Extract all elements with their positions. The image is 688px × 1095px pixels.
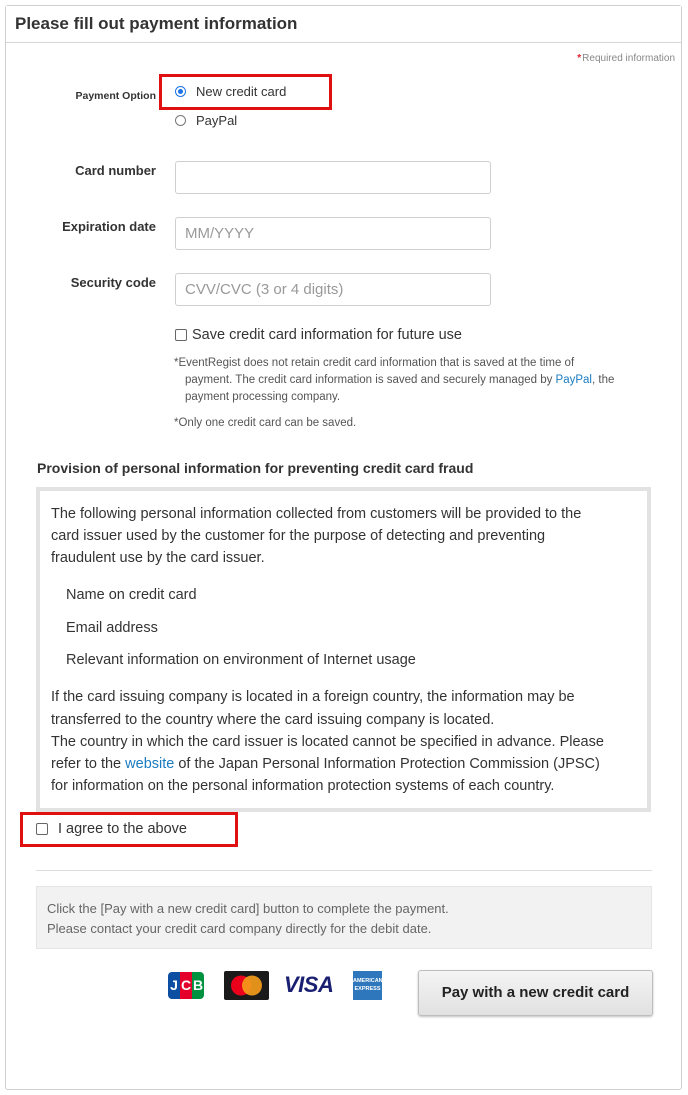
jcb-letter: B	[192, 972, 204, 999]
save-card-row[interactable]	[175, 327, 462, 343]
pay-with-new-credit-card-button[interactable]: Pay with a new credit card	[418, 970, 653, 1016]
save-card-label: Save credit card information for future use	[192, 327, 462, 343]
save-card-note-line3: payment processing company.	[185, 391, 341, 403]
page-title: Please fill out payment information	[15, 14, 298, 33]
save-card-checkbox[interactable]	[175, 329, 187, 341]
jcb-logo-icon	[168, 972, 204, 999]
visa-logo-icon: VISA	[284, 972, 334, 997]
notice-item: Relevant information on environment of Internet usage	[66, 652, 416, 668]
note-text: , the	[591, 374, 615, 386]
only-one-card-note: *Only one credit card can be saved.	[174, 417, 357, 429]
info-line: Click the [Pay with a new credit card] button to complete the payment.	[47, 901, 449, 916]
notice-intro-line: fraudulent use by the card issuer.	[51, 550, 265, 566]
mastercard-circles-icon	[224, 971, 269, 1000]
radio-new-credit-card[interactable]	[175, 84, 286, 99]
notice-item: Name on credit card	[66, 587, 197, 603]
expiration-date-input[interactable]	[175, 217, 491, 250]
card-number-input[interactable]	[175, 161, 491, 194]
agree-label: I agree to the above	[58, 821, 187, 837]
info-line: Please contact your credit card company directly for the debit date.	[47, 921, 432, 936]
expiration-date-label: Expiration date	[62, 219, 156, 234]
notice-refer-line	[51, 753, 600, 775]
website-link[interactable]: website	[125, 756, 175, 772]
notice-text: refer to the	[51, 756, 126, 772]
notice-last-line: for information on the personal information protection systems of each country.	[51, 778, 555, 794]
divider	[36, 870, 652, 871]
security-code-label: Security code	[70, 275, 156, 290]
amex-text: AMERICAN	[353, 978, 383, 984]
jcb-letter: C	[180, 972, 192, 999]
fraud-section-title: Provision of personal information for preventing credit card fraud	[37, 460, 474, 476]
radio-unselected-icon[interactable]	[175, 115, 186, 126]
paypal-link[interactable]: PayPal	[555, 374, 592, 386]
required-note	[577, 53, 675, 64]
notice-foreign-line: If the card issuing company is located in a foreign country, the information may be	[51, 689, 575, 705]
radio-paypal[interactable]	[175, 113, 237, 128]
save-card-note-line1: *EventRegist does not retain credit card information that is saved at the time of	[174, 357, 575, 369]
agree-row[interactable]	[36, 821, 187, 837]
notice-intro-line: The following personal information collected from customers will be provided to the	[51, 506, 582, 522]
fraud-notice-box	[36, 487, 651, 812]
required-star-icon: *	[577, 53, 582, 64]
card-number-label: Card number	[75, 163, 156, 178]
amex-text: EXPRESS	[354, 986, 381, 992]
radio-selected-icon[interactable]	[175, 86, 186, 97]
notice-text: of the Japan Personal Information Protection Commission (JPSC)	[174, 756, 600, 772]
radio-label-new-credit-card: New credit card	[196, 84, 287, 99]
save-card-note-line2	[185, 372, 614, 389]
note-text: payment. The credit card information is saved and securely managed by	[185, 374, 556, 386]
payment-option-label: Payment Option	[75, 90, 156, 102]
notice-item: Email address	[66, 620, 158, 636]
payment-info-box	[36, 886, 652, 949]
agree-checkbox[interactable]	[36, 823, 48, 835]
notice-foreign-line: The country in which the card issuer is located cannot be specified in advance. Please	[51, 734, 604, 750]
jcb-letter: J	[168, 972, 180, 999]
notice-intro-line: card issuer used by the customer for the purpose of detecting and preventing	[51, 528, 546, 544]
payment-panel	[5, 5, 682, 1090]
notice-foreign-line: transferred to the country where the card issuing company is located.	[51, 712, 495, 728]
security-code-input[interactable]	[175, 273, 491, 306]
radio-label-paypal: PayPal	[196, 113, 238, 128]
mastercard-logo-icon	[224, 971, 269, 1000]
amex-logo-icon	[353, 971, 382, 1000]
required-note-text: Required information	[582, 53, 675, 64]
